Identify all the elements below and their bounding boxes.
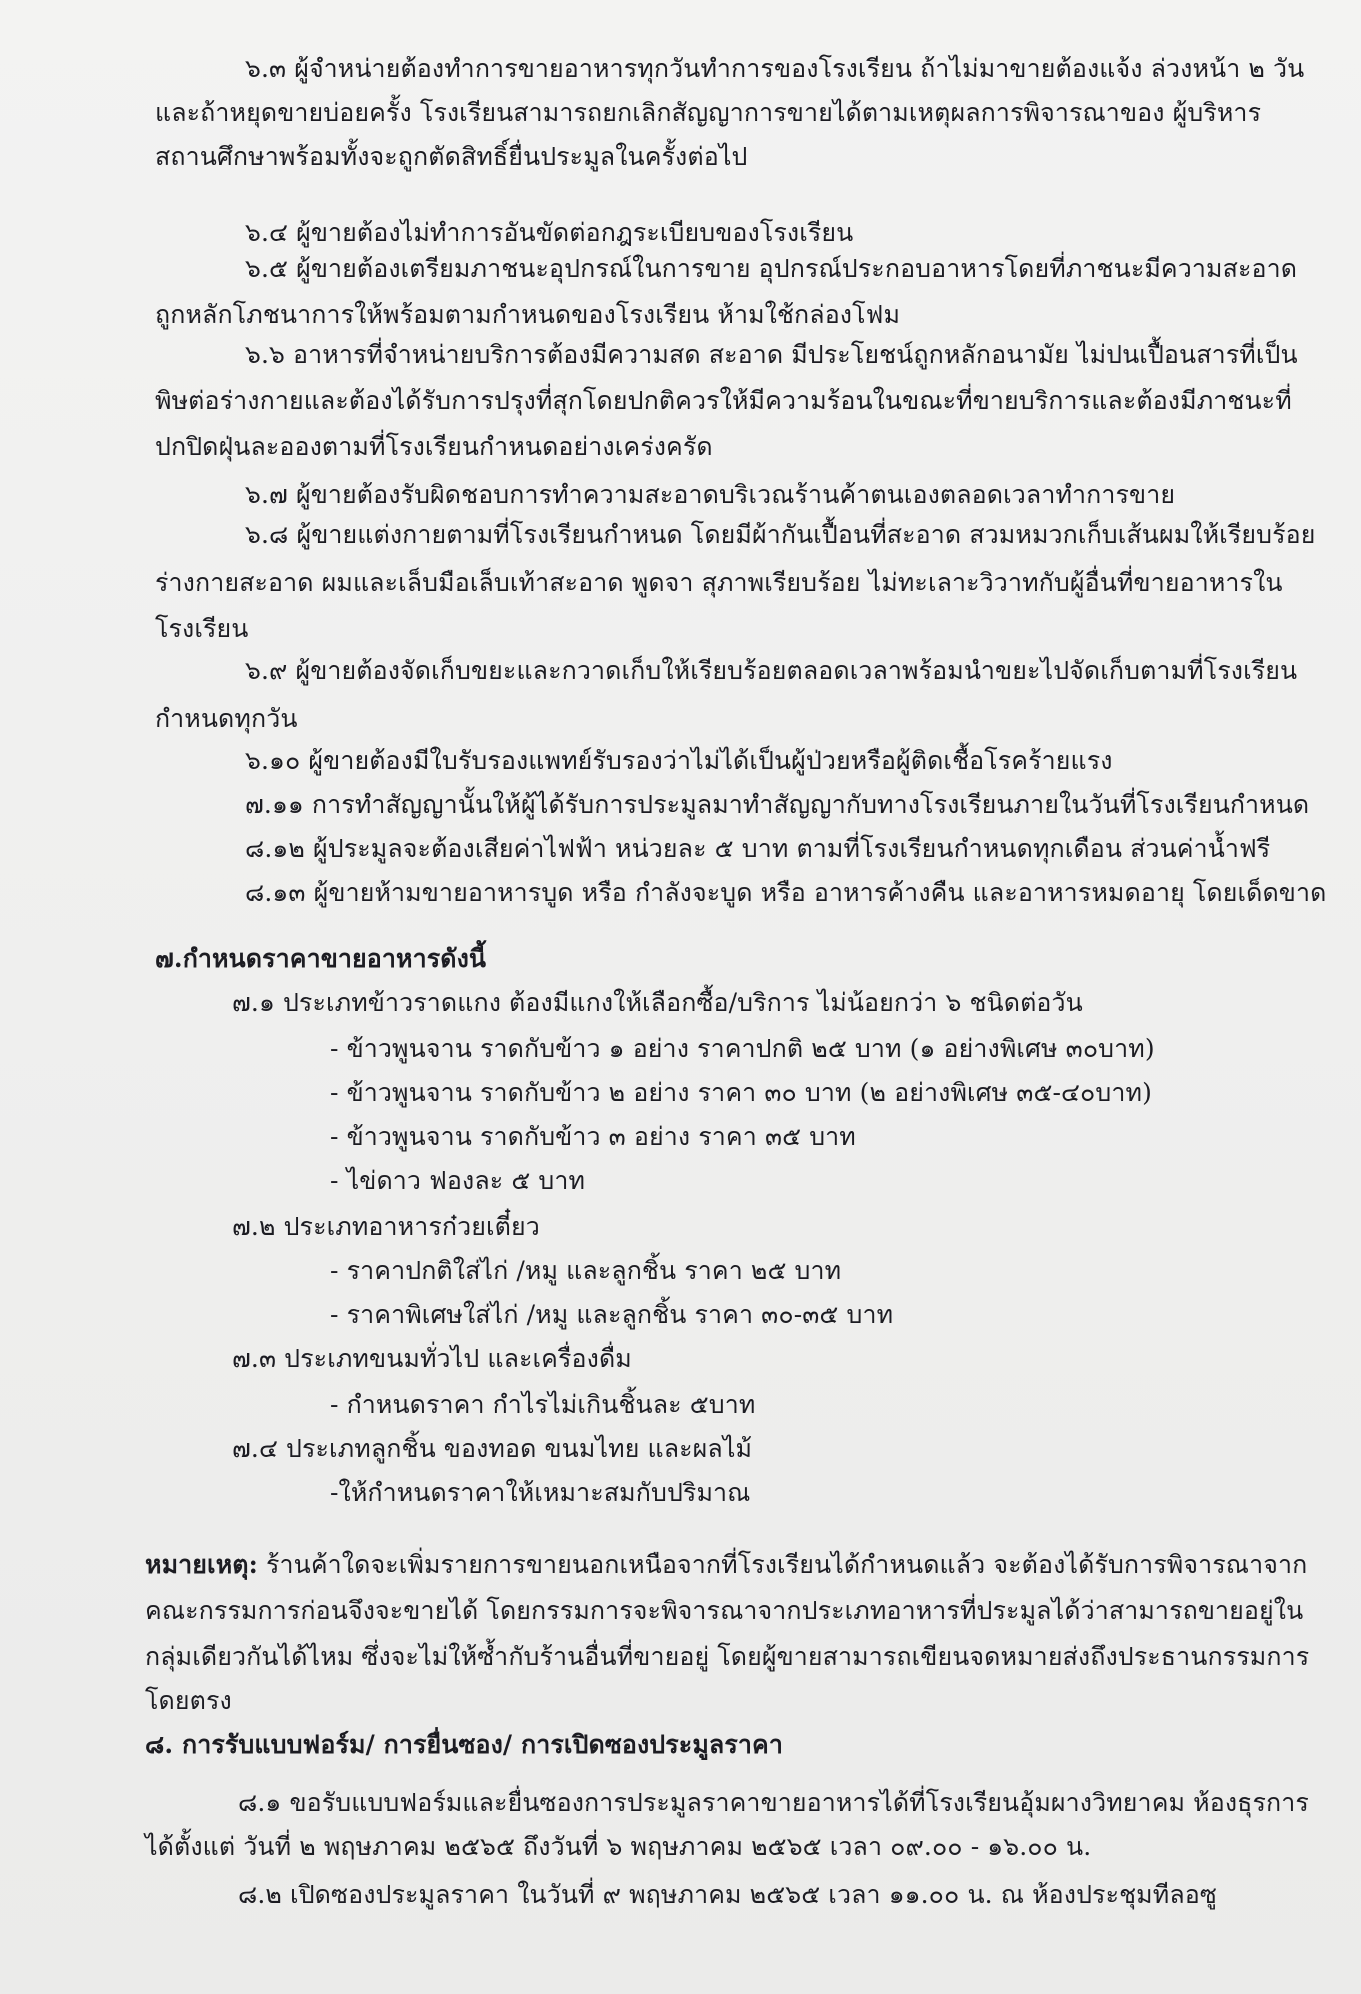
clause-6-8-line-2: ร่างกายสะอาด ผมและเล็บมือเล็บเท้าสะอาด พูดจา สุภาพเรียบร้อย ไม่ทะเลาะวิวาทกับผู้อื่นที่ขายอาหารใน [155,568,1283,597]
section-7-4: ๗.๔ ประเภทลูกชิ้น ของทอด ขนมไทย และผลไม้ [232,1434,753,1463]
price-item: - ข้าวพูนจาน ราดกับข้าว ๓ อย่าง ราคา ๓๕ บาท [330,1122,856,1151]
section-7-3: ๗.๓ ประเภทขนมทั่วไป และเครื่องดื่ม [232,1344,632,1373]
clause-6-9-line-1: ๖.๙ ผู้ขายต้องจัดเก็บขยะและกวาดเก็บให้เรียบร้อยตลอดเวลาพร้อมนำขยะไปจัดเก็บตามที่โรงเรียน [245,656,1298,685]
price-item: -ให้กำหนดราคาให้เหมาะสมกับปริมาณ [330,1478,751,1507]
clause-6-3-line-2: และถ้าหยุดขายบ่อยครั้ง โรงเรียนสามารถยกเลิกสัญญาการขายได้ตามเหตุผลการพิจารณาของ ผู้บริหาร [155,98,1262,127]
clause-6-4: ๖.๔ ผู้ขายต้องไม่ทำการอันขัดต่อกฎระเบียบของโรงเรียน [245,218,854,247]
price-item: - ไข่ดาว ฟองละ ๕ บาท [330,1166,586,1195]
clause-8-12: ๘.๑๒ ผู้ประมูลจะต้องเสียค่าไฟฟ้า หน่วยละ ๕ บาท ตามที่โรงเรียนกำหนดทุกเดือน ส่วนค่าน้ำฟรี [245,834,1271,863]
clause-6-3-line-1: ๖.๓ ผู้จำหน่ายต้องทำการขายอาหารทุกวันทำการของโรงเรียน ถ้าไม่มาขายต้องแจ้ง ล่วงหน้า ๒ วัน [245,54,1305,83]
note-line-1 [145,1548,1307,1582]
clause-6-6-line-1: ๖.๖ อาหารที่จำหน่ายบริการต้องมีความสด สะอาด มีประโยชน์ถูกหลักอนามัย ไม่ปนเปื้อนสารที่เป็น [245,340,1298,369]
clause-6-5-line-1: ๖.๕ ผู้ขายต้องเตรียมภาชนะอุปกรณ์ในการขาย อุปกรณ์ประกอบอาหารโดยที่ภาชนะมีความสะอาด [245,254,1298,283]
clause-8-13: ๘.๑๓ ผู้ขายห้ามขายอาหารบูด หรือ กำลังจะบูด หรือ อาหารค้างคืน และอาหารหมดอายุ โดยเด็ดขาด [245,878,1327,907]
clause-7-11: ๗.๑๑ การทำสัญญานั้นให้ผู้ได้รับการประมูลมาทำสัญญากับทางโรงเรียนภายในวันที่โรงเรียนกำหนด [245,790,1310,819]
price-item: - ราคาปกติใส่ไก่ /หมู และลูกชิ้น ราคา ๒๕ บาท [330,1256,842,1285]
clause-6-8-line-3: โรงเรียน [155,614,249,643]
section-8-1-line-1: ๘.๑ ขอรับแบบฟอร์มและยื่นซองการประมูลราคาขายอาหารได้ที่โรงเรียนอุ้มผางวิทยาคม ห้องธุรการ [238,1788,1309,1817]
price-item: - ราคาพิเศษใส่ไก่ /หมู และลูกชิ้น ราคา ๓๐-๓๕ บาท [330,1300,894,1329]
note-line-3: กลุ่มเดียวกันได้ไหม ซึ่งจะไม่ให้ซ้ำกับร้านอื่นที่ขายอยู่ โดยผู้ขายสามารถเขียนจดหมายส่งถึงประธานกรรมการ [145,1642,1310,1671]
clause-6-6-line-3: ปกปิดฝุ่นละอองตามที่โรงเรียนกำหนดอย่างเคร่งครัด [155,432,713,461]
clause-6-5-line-2: ถูกหลักโภชนาการให้พร้อมตามกำหนดของโรงเรียน ห้ามใช้กล่องโฟม [155,300,901,329]
clause-6-3-line-3: สถานศึกษาพร้อมทั้งจะถูกตัดสิทธิ์ยื่นประมูลในครั้งต่อไป [155,142,748,171]
note-label: หมายเหตุ: [145,1550,258,1579]
section-8-1-line-2: ได้ตั้งแต่ วันที่ ๒ พฤษภาคม ๒๕๖๕ ถึงวันที่ ๖ พฤษภาคม ๒๕๖๕ เวลา ๐๙.๐๐ - ๑๖.๐๐ น. [145,1832,1092,1861]
note-line-2: คณะกรรมการก่อนจึงจะขายได้ โดยกรรมการจะพิจารณาจากประเภทอาหารที่ประมูลได้ว่าสามารถขายอยู่ใน [145,1596,1304,1625]
clause-6-8-line-1: ๖.๘ ผู้ขายแต่งกายตามที่โรงเรียนกำหนด โดยมีผ้ากันเปื้อนที่สะอาด สวมหมวกเก็บเส้นผมให้เรียบร้อย [245,520,1316,549]
section-7-1: ๗.๑ ประเภทข้าวราดแกง ต้องมีแกงให้เลือกซื้อ/บริการ ไม่น้อยกว่า ๖ ชนิดต่อวัน [232,988,1083,1017]
clause-6-10: ๖.๑๐ ผู้ขายต้องมีใบรับรองแพทย์รับรองว่าไม่ได้เป็นผู้ป่วยหรือผู้ติดเชื้อโรคร้ายแรง [245,746,1113,775]
clause-6-6-line-2: พิษต่อร่างกายและต้องได้รับการปรุงที่สุกโดยปกติควรให้มีความร้อนในขณะที่ขายบริการและต้องมีภาชนะที่ [155,386,1292,415]
note-text: ร้านค้าใดจะเพิ่มรายการขายนอกเหนือจากที่โรงเรียนได้กำหนดแล้ว จะต้องได้รับการพิจารณาจาก [257,1550,1308,1579]
note-line-4: โดยตรง [145,1686,232,1715]
section-7-2: ๗.๒ ประเภทอาหารก๋วยเตี๋ยว [232,1212,540,1241]
clause-6-7: ๖.๗ ผู้ขายต้องรับผิดชอบการทำความสะอาดบริเวณร้านค้าตนเองตลอดเวลาทำการขาย [245,480,1176,509]
price-item: - ข้าวพูนจาน ราดกับข้าว ๒ อย่าง ราคา ๓๐ บาท (๒ อย่างพิเศษ ๓๕-๔๐บาท) [330,1078,1152,1107]
price-item: - กำหนดราคา กำไรไม่เกินชิ้นละ ๕บาท [330,1390,756,1419]
clause-6-9-line-2: กำหนดทุกวัน [155,704,298,733]
section-7-heading: ๗.กำหนดราคาขายอาหารดังนี้ [155,944,487,973]
price-item: - ข้าวพูนจาน ราดกับข้าว ๑ อย่าง ราคาปกติ ๒๕ บาท (๑ อย่างพิเศษ ๓๐บาท) [330,1034,1155,1063]
section-8-2: ๘.๒ เปิดซองประมูลราคา ในวันที่ ๙ พฤษภาคม ๒๕๖๕ เวลา ๑๑.๐๐ น. ณ ห้องประชุมทีลอซู [238,1880,1217,1909]
section-8-heading: ๘. การรับแบบฟอร์ม/ การยื่นซอง/ การเปิดซองประมูลราคา [145,1730,783,1759]
